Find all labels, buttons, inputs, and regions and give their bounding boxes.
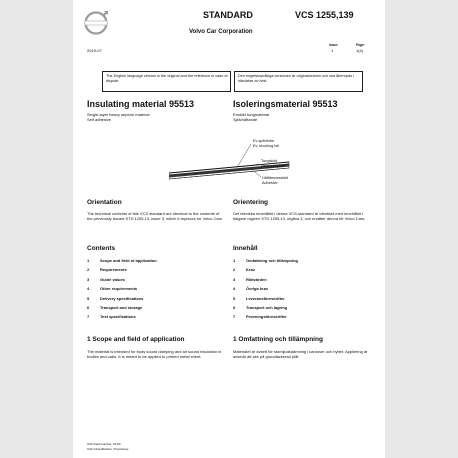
subtitle-sv-line2: Självhäftande — [233, 117, 258, 122]
subtitle-sv — [233, 112, 269, 122]
toc-item[interactable] — [233, 277, 298, 286]
toc-label: Test specifications — [100, 314, 136, 320]
adhesive-label-en: Adhesive — [262, 181, 278, 185]
toc-label: Guide values — [100, 276, 125, 282]
material-layer-diagram — [169, 137, 299, 194]
page-value: 1(4) — [356, 48, 364, 53]
toc-item[interactable] — [87, 296, 157, 305]
toc-label: Requirements — [100, 267, 127, 273]
toc-number: 2 — [233, 267, 236, 273]
toc-item[interactable] — [87, 267, 157, 276]
toc-number: 7 — [233, 314, 236, 320]
title-en: Insulating material 95513 — [87, 99, 195, 109]
document-page — [73, 0, 385, 458]
orientation-text-sv: Det tekniska innehållet i denna VCS-standard är identiskt med innehållet i tidigare utgiven STD 1255,13, utgåva 3, och ersätter denna för Volvo Cars. — [233, 211, 366, 222]
language-notice-en: The English language version is the original and the reference in case of dispute. — [102, 71, 231, 92]
contents-list-sv — [233, 258, 298, 324]
toc-item[interactable] — [87, 258, 157, 267]
heavy-label-en: Heavy septum — [261, 164, 286, 168]
toc-label: Other requirements — [100, 286, 138, 292]
issue-value: 1 — [331, 48, 334, 53]
subtitle-en-line1: Single-layer heavy septum material — [87, 112, 150, 117]
scope-text-sv: Materialet är avsett för stomljudsdämning i karosser och hytter. Appliering är avsedd att ske på grundlackerad plåt. — [233, 349, 368, 360]
title-sv: Isoleringsmaterial 95513 — [233, 99, 338, 109]
toc-number: 6 — [233, 304, 236, 310]
toc-item[interactable] — [233, 258, 298, 267]
toc-label: Delivery specifications — [100, 295, 144, 301]
toc-item[interactable] — [233, 286, 298, 295]
foil-label-en: Ev. blocking foil — [253, 144, 280, 148]
heavy-septum-label — [261, 159, 285, 169]
footer-classification: GSU Classification: Proprietary — [87, 447, 129, 451]
footer-field-number: GSU field Number: 16,83 — [87, 442, 121, 446]
toc-label: Transport and storage — [100, 304, 143, 310]
scope-heading-en: 1 Scope and field of application — [87, 336, 185, 343]
toc-item[interactable] — [233, 296, 298, 305]
toc-number: 4 — [233, 286, 236, 292]
toc-item[interactable] — [87, 277, 157, 286]
toc-number: 3 — [87, 276, 90, 282]
toc-number: 5 — [233, 295, 236, 301]
toc-item[interactable] — [233, 314, 298, 323]
contents-heading-sv: Innehåll — [233, 245, 258, 252]
toc-label: Övriga krav — [246, 286, 269, 292]
foil-label — [253, 139, 279, 149]
toc-number: 2 — [87, 267, 90, 273]
contents-heading-en: Contents — [87, 245, 116, 252]
toc-number: 4 — [87, 286, 90, 292]
toc-item[interactable] — [233, 267, 298, 276]
document-number: VCS 1255,139 — [295, 10, 354, 20]
volvo-logo-icon — [83, 10, 109, 36]
adhesive-label-sv: Häftämnesskikt — [262, 176, 288, 180]
scope-text-en: The material is intended for body sound damping and air sound insulation in bodies and cabs. It is meant to be applied to primed metal sheet. — [87, 349, 222, 360]
language-notice-sv: Den engelskspråkiga versionen är originalversion och ska åberopas i händelse av tvist. — [234, 71, 363, 92]
orientation-heading-en: Orientation — [87, 199, 122, 206]
toc-number: 7 — [87, 314, 90, 320]
toc-item[interactable] — [233, 305, 298, 314]
toc-item[interactable] — [87, 314, 157, 323]
toc-label: Provningsföreskrifter — [246, 314, 287, 320]
toc-item[interactable] — [87, 286, 157, 295]
document-type: STANDARD — [203, 10, 253, 20]
page-label: Page: — [356, 43, 365, 47]
toc-label: Omfattning och tillämpning — [246, 258, 298, 263]
toc-label: Transport och lagring — [246, 304, 288, 310]
adhesive-label — [262, 176, 288, 186]
company-name: Volvo Car Corporation — [189, 29, 253, 35]
toc-number: 1 — [233, 258, 236, 263]
toc-label: Krav — [246, 267, 255, 273]
orientation-heading-sv: Orientering — [233, 199, 269, 206]
toc-label: Riktvärden — [246, 276, 267, 282]
subtitle-en — [87, 112, 149, 122]
toc-label: Leveransföreskrifter — [246, 295, 285, 301]
toc-number: 6 — [87, 304, 90, 310]
orientation-text-en: The technical contents of this VCS standard are identical to the contents of the previously issued STD 1255,13, issue 3, which it replaces for Volvo Cars. — [87, 211, 224, 222]
toc-label: Scope and field of application — [100, 258, 157, 263]
toc-number: 3 — [233, 276, 236, 282]
toc-number: 1 — [87, 258, 90, 263]
issue-label: Issue: — [329, 43, 339, 47]
scope-heading-sv: 1 Omfattning och tillämpning — [233, 336, 323, 343]
document-date: 2019-07 — [87, 48, 102, 53]
toc-item[interactable] — [87, 305, 157, 314]
toc-number: 5 — [87, 295, 90, 301]
heavy-label-sv: Tungskikt — [261, 159, 278, 163]
subtitle-en-line2: Self adhesive — [87, 117, 112, 122]
subtitle-sv-line1: Enskikt tungmaterial — [233, 112, 270, 117]
foil-label-sv: Ev spärrfolie — [253, 139, 275, 143]
contents-list-en — [87, 258, 157, 324]
